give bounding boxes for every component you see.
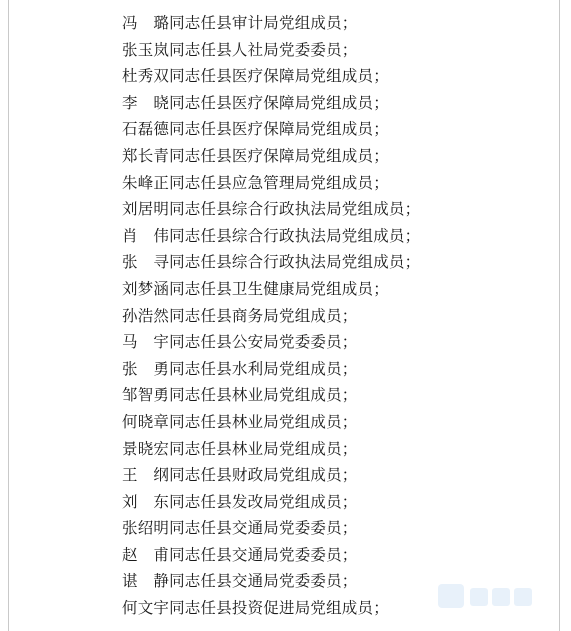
- appointment-line: 王 纲同志任县财政局党组成员；: [122, 466, 358, 485]
- appointment-line: 邹智勇同志任县林业局党组成员；: [122, 386, 358, 405]
- appointment-line: 何晓章同志任县林业局党组成员；: [122, 412, 358, 431]
- appointment-line: 孙浩然同志任县商务局党组成员；: [122, 306, 358, 325]
- appointment-line: 肖 伟同志任县综合行政执法局党组成员；: [122, 226, 421, 245]
- appointment-line: 何文宇同志任县投资促进局党组成员；: [122, 599, 389, 618]
- appointment-line: 刘梦涵同志任县卫生健康局党组成员；: [122, 279, 389, 298]
- watermark-logo: [436, 578, 536, 614]
- appointment-line: 李 晓同志任县医疗保障局党组成员；: [122, 93, 389, 112]
- appointment-line: 石磊德同志任县医疗保障局党组成员；: [122, 120, 389, 139]
- appointment-line: 张玉岚同志任县人社局党委委员；: [122, 40, 358, 59]
- appointment-line: 张 勇同志任县水利局党组成员；: [122, 359, 358, 378]
- appointment-line: 杜秀双同志任县医疗保障局党组成员；: [122, 67, 389, 86]
- appointment-line: 赵 甫同志任县交通局党委委员；: [122, 545, 358, 564]
- appointment-list: [122, 10, 420, 622]
- appointment-line: 张 寻同志任县综合行政执法局党组成员；: [122, 253, 421, 272]
- appointment-line: 刘 东同志任县发改局党组成员；: [122, 492, 358, 511]
- appointment-line: 马 宇同志任县公安局党委委员；: [122, 333, 358, 352]
- appointment-line: 谌 静同志任县交通局党委委员；: [122, 572, 358, 591]
- document-page: [8, 0, 560, 631]
- appointment-line: 冯 璐同志任县审计局党组成员；: [122, 14, 358, 32]
- appointment-line: 朱峰正同志任县应急管理局党组成员；: [122, 173, 389, 192]
- appointment-line: 张绍明同志任县交通局党委委员；: [122, 519, 358, 538]
- appointment-line: 景晓宏同志任县林业局党组成员；: [122, 439, 358, 458]
- appointment-line: 刘居明同志任县综合行政执法局党组成员；: [122, 200, 421, 219]
- appointment-line: 郑长青同志任县医疗保障局党组成员；: [122, 146, 389, 165]
